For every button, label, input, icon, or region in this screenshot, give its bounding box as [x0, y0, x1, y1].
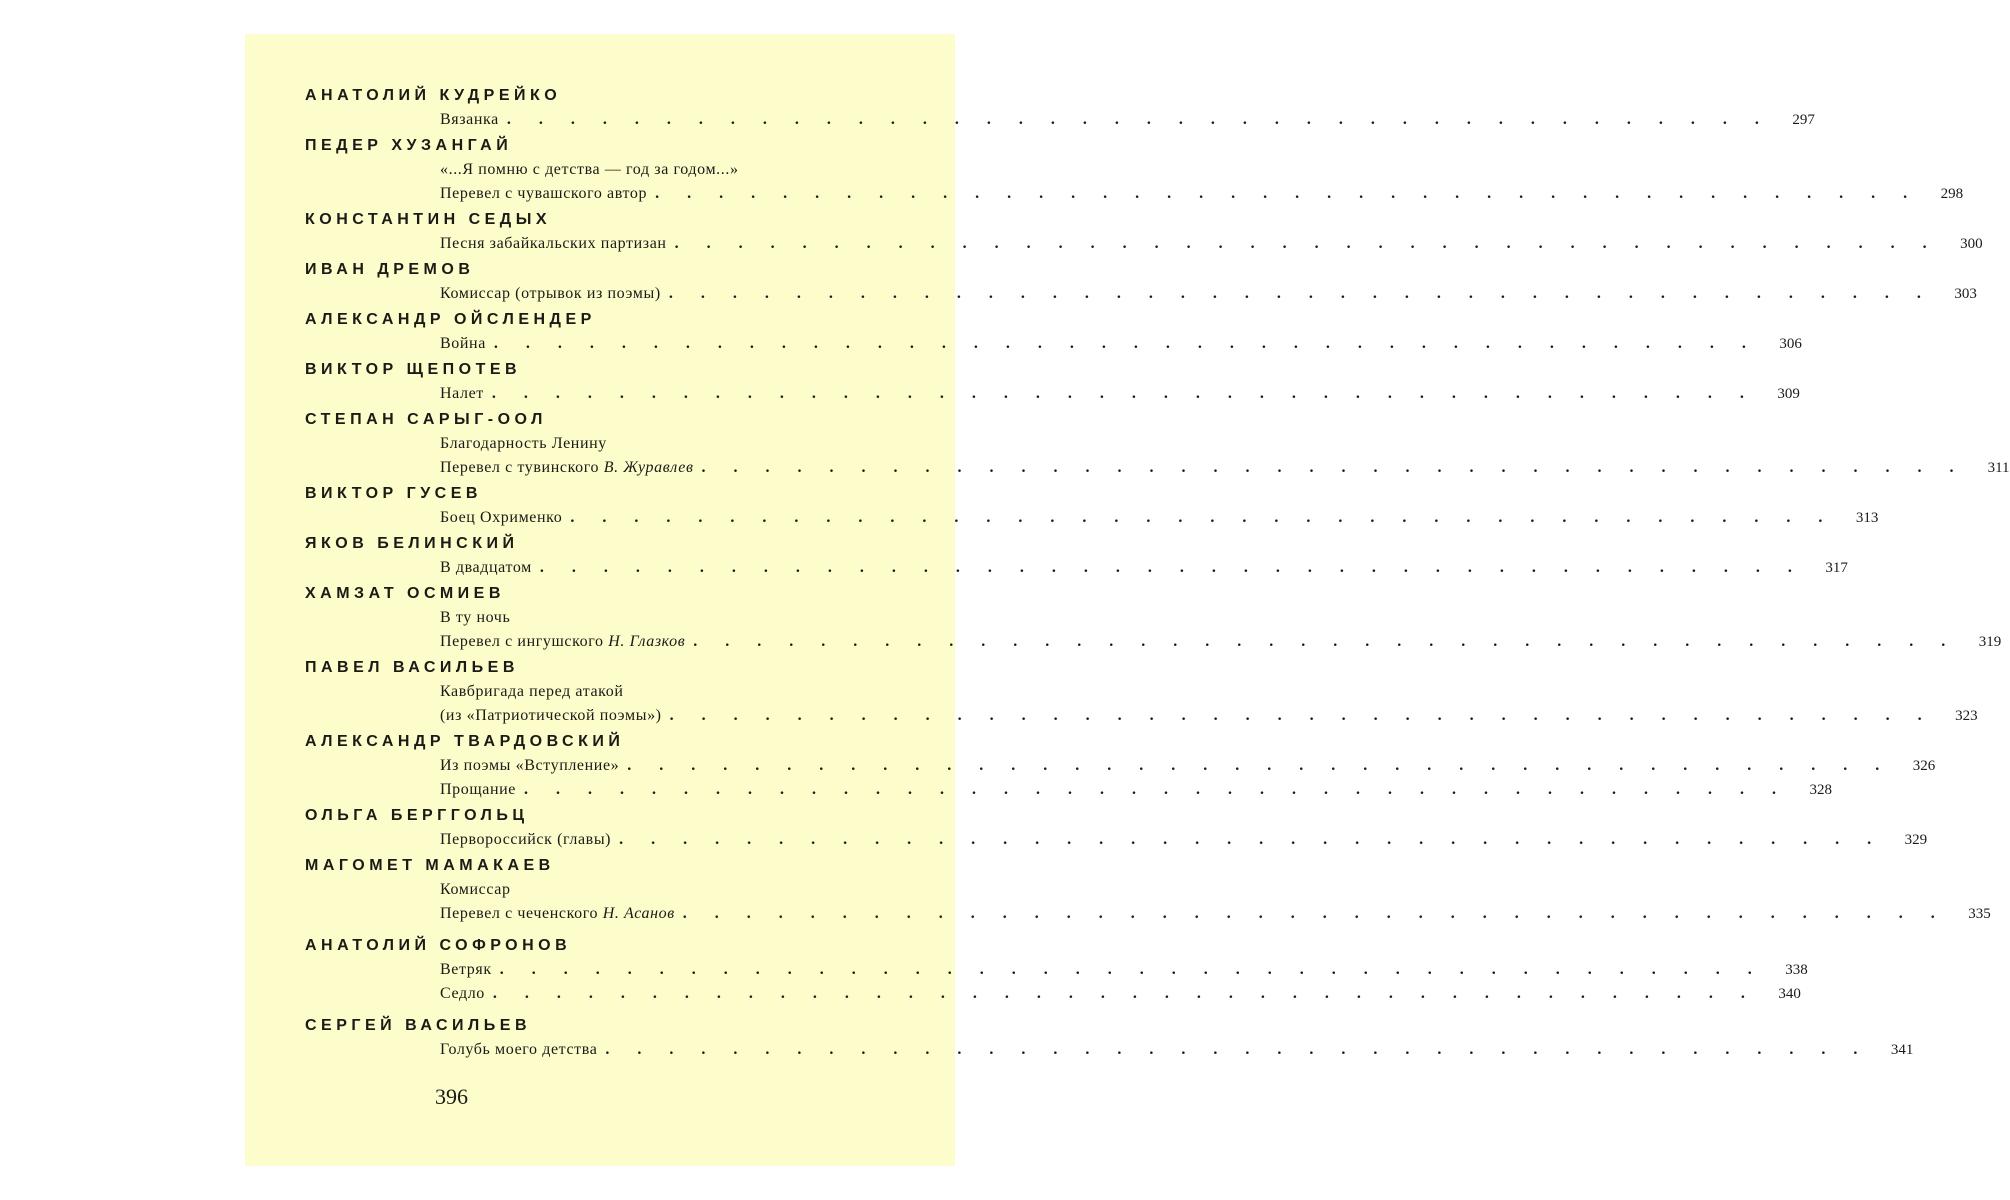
author-name: МАГОМЕТ МАМАКАЕВ — [305, 857, 555, 874]
entry-title — [440, 902, 675, 926]
toc-entry — [440, 958, 1808, 982]
entry-title-text: Кавбригада перед атакой — [440, 683, 624, 700]
entry-title — [440, 680, 624, 704]
entry-page-number: 317 — [1825, 560, 1848, 576]
author-name: АНАТОЛИЙ СОФРОНОВ — [305, 937, 572, 954]
dot-leader: . . . . . . . . . . . . . . . . . . . . . . . . . . . . . . . . . . . . . . . . — [701, 459, 1966, 476]
entry-title-text: Перевел с ингушского — [440, 633, 604, 650]
entry-title-text: Налет — [440, 385, 484, 402]
entry-title — [440, 704, 662, 728]
entry-title-text: Перевел с тувинского — [440, 459, 600, 476]
toc-entry — [440, 754, 1936, 778]
entry-title — [440, 182, 647, 206]
entry-title — [440, 432, 607, 456]
dot-leader: . . . . . . . . . . . . . . . . . . . . . . . . . . . . . . . . . . . . . . . . — [655, 185, 1920, 202]
entry-title-text: Комиссар (отрывок из поэмы) — [440, 285, 661, 302]
author-name: АЛЕКСАНДР ОЙСЛЕНДЕР — [305, 311, 596, 328]
translator-name: Н. Глазков — [608, 633, 686, 650]
dot-leader: . . . . . . . . . . . . . . . . . . . . . . . . . . . . . . . . . . . . . . . . — [506, 111, 1771, 128]
translator-name: В. Журавлев — [603, 459, 694, 476]
dot-leader: . . . . . . . . . . . . . . . . . . . . . . . . . . . . . . . . . . . . . . . . — [491, 385, 1756, 402]
entry-title-text: Война — [440, 335, 486, 352]
dot-leader: . . . . . . . . . . . . . . . . . . . . . . . . . . . . . . . . . . . . . . . . — [693, 633, 1958, 650]
entry-title — [440, 282, 661, 306]
toc-entry — [440, 382, 1800, 406]
entry-title-text: Боец Охрименко — [440, 509, 563, 526]
author-name: АЛЕКСАНДР ТВАРДОВСКИЙ — [305, 733, 625, 750]
dot-leader: . . . . . . . . . . . . . . . . . . . . . . . . . . . . . . . . . . . . . . . . — [539, 559, 1804, 576]
entry-page-number: 326 — [1912, 758, 1936, 774]
table-of-contents — [305, 84, 2010, 1062]
entry-title — [440, 982, 485, 1006]
entry-title-text: Первороссийск (главы) — [440, 831, 612, 848]
toc-entry — [440, 232, 1983, 256]
entry-title-text: В ту ночь — [440, 609, 511, 626]
toc-entry — [440, 828, 1928, 852]
entry-page-number: 341 — [1890, 1042, 1914, 1058]
entry-title — [440, 382, 484, 406]
entry-title-text: Комиссар — [440, 881, 511, 898]
toc-entry — [440, 456, 2010, 480]
entry-title-text: Ветряк — [440, 961, 492, 978]
toc-entry — [440, 630, 2002, 654]
dot-leader: . . . . . . . . . . . . . . . . . . . . . . . . . . . . . . . . . . . . . . . . — [674, 235, 1939, 252]
dot-leader: . . . . . . . . . . . . . . . . . . . . . . . . . . . . . . . . . . . . . . . . — [669, 707, 1934, 724]
author-name: ИВАН ДРЕМОВ — [305, 261, 475, 278]
entry-page-number: 313 — [1855, 510, 1879, 526]
entry-title — [440, 232, 667, 256]
dot-leader: . . . . . . . . . . . . . . . . . . . . . . . . . . . . . . . . . . . . . . . . — [524, 781, 1789, 798]
author-name: СЕРГЕЙ ВАСИЛЬЕВ — [305, 1017, 532, 1034]
toc-entry — [440, 158, 905, 182]
entry-title-text: Благодарность Ленину — [440, 435, 607, 452]
entry-title-text: Из поэмы «Вступление» — [440, 757, 620, 774]
book-page — [245, 34, 2010, 1166]
toc-entry — [440, 606, 905, 630]
entry-title — [440, 828, 611, 852]
entry-page-number: 319 — [1978, 634, 2002, 650]
author-name: ПАВЕЛ ВАСИЛЬЕВ — [305, 659, 519, 676]
entry-title — [440, 332, 486, 356]
entry-page-number: 297 — [1792, 112, 1815, 128]
entry-title-text: Голубь моего детства — [440, 1041, 598, 1058]
dot-leader: . . . . . . . . . . . . . . . . . . . . . . . . . . . . . . . . . . . . . . . . — [605, 1041, 1870, 1058]
dot-leader: . . . . . . . . . . . . . . . . . . . . . . . . . . . . . . . . . . . . . . . . — [668, 285, 1933, 302]
toc-entry — [440, 282, 1977, 306]
author-name: ОЛЬГА БЕРГГОЛЬЦ — [305, 807, 529, 824]
entry-page-number: 340 — [1778, 986, 1801, 1002]
translator-name: Н. Асанов — [602, 905, 675, 922]
author-name: ВИКТОР ГУСЕВ — [305, 485, 482, 502]
entry-title — [440, 606, 510, 630]
author-name: СТЕПАН САРЫГ-ООЛ — [305, 411, 547, 428]
entry-page-number: 311 — [1987, 460, 2010, 476]
entry-title-text: В двадцатом — [440, 559, 532, 576]
entry-page-number: 300 — [1960, 236, 1983, 252]
entry-page-number: 303 — [1954, 286, 1977, 302]
entry-page-number: 298 — [1940, 186, 1964, 202]
author-name: ПЕДЕР ХУЗАНГАЙ — [305, 137, 513, 154]
entry-title-text: Перевел с чувашского автор — [440, 185, 648, 202]
entry-page-number: 306 — [1779, 336, 1802, 352]
entry-title — [440, 556, 532, 580]
section-gap — [305, 926, 905, 934]
toc-entry — [440, 108, 1815, 132]
page-number: 396 — [435, 1084, 468, 1109]
entry-page-number: 328 — [1809, 782, 1833, 798]
toc-entry — [440, 556, 1848, 580]
toc-entry — [440, 680, 905, 704]
entry-page-number: 309 — [1777, 386, 1800, 402]
author-name: ВИКТОР ЩЕПОТЕВ — [305, 361, 522, 378]
dot-leader: . . . . . . . . . . . . . . . . . . . . . . . . . . . . . . . . . . . . . . . . — [682, 905, 1947, 922]
entry-title — [440, 754, 619, 778]
entry-title-text: (из «Патриотической поэмы») — [440, 707, 662, 724]
dot-leader: . . . . . . . . . . . . . . . . . . . . . . . . . . . . . . . . . . . . . . . . — [619, 831, 1884, 848]
toc-entry — [440, 182, 1964, 206]
toc-entry — [440, 432, 905, 456]
entry-title — [440, 456, 694, 480]
section-gap — [305, 1006, 905, 1014]
entry-title-text: Седло — [440, 985, 485, 1002]
entry-title — [440, 778, 516, 802]
toc-entry — [440, 902, 1991, 926]
entry-title-text: Песня забайкальских партизан — [440, 235, 667, 252]
dot-leader: . . . . . . . . . . . . . . . . . . . . . . . . . . . . . . . . . . . . . . . . — [570, 509, 1835, 526]
toc-entry — [440, 1038, 1914, 1062]
entry-title — [440, 108, 499, 132]
toc-entry — [440, 506, 1879, 530]
entry-page-number: 329 — [1904, 832, 1928, 848]
toc-entry — [440, 878, 905, 902]
dot-leader: . . . . . . . . . . . . . . . . . . . . . . . . . . . . . . . . . . . . . . . . — [627, 757, 1892, 774]
entry-page-number: 323 — [1955, 708, 1978, 724]
entry-title — [440, 1038, 597, 1062]
author-name: ХАМЗАТ ОСМИЕВ — [305, 585, 505, 602]
entry-title — [440, 958, 492, 982]
author-name: АНАТОЛИЙ КУДРЕЙКО — [305, 87, 562, 104]
entry-title-text: Прощание — [440, 781, 517, 798]
entry-title — [440, 630, 685, 654]
toc-entry — [440, 332, 1802, 356]
dot-leader: . . . . . . . . . . . . . . . . . . . . . . . . . . . . . . . . . . . . . . . . — [499, 961, 1764, 978]
dot-leader: . . . . . . . . . . . . . . . . . . . . . . . . . . . . . . . . . . . . . . . . — [493, 335, 1758, 352]
entry-title-text: Перевел с чеченского — [440, 905, 599, 922]
entry-title-text: Вязанка — [440, 111, 499, 128]
toc-entry — [440, 704, 1978, 728]
author-name: КОНСТАНТИН СЕДЫХ — [305, 211, 552, 228]
entry-title — [440, 158, 739, 182]
entry-title — [440, 506, 562, 530]
dot-leader: . . . . . . . . . . . . . . . . . . . . . . . . . . . . . . . . . . . . . . . . — [492, 985, 1757, 1002]
toc-entry — [440, 778, 1833, 802]
toc-entry — [440, 982, 1801, 1006]
entry-page-number: 335 — [1968, 906, 1991, 922]
entry-title-text: «...Я помню с детства — год за годом...» — [440, 161, 739, 178]
entry-page-number: 338 — [1785, 962, 1808, 978]
author-name: ЯКОВ БЕЛИНСКИЙ — [305, 535, 519, 552]
entry-title — [440, 878, 511, 902]
